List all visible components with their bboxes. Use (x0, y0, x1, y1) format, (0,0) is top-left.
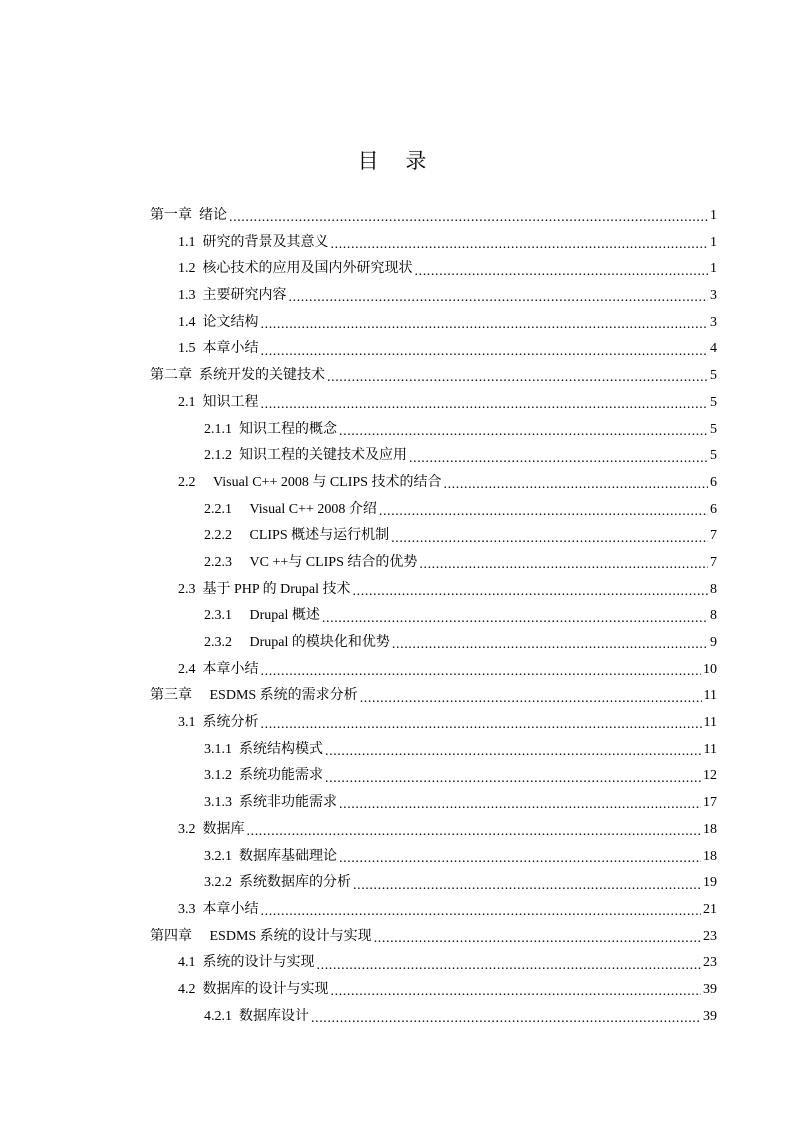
toc-entry-spacer (232, 523, 250, 550)
toc-entry[interactable] (150, 256, 717, 283)
dot-leader (353, 877, 701, 891)
toc-entry-number: 2.3.1 (204, 608, 232, 624)
toc-entry-spacer (192, 683, 210, 710)
dot-leader (419, 556, 708, 570)
dot-leader (247, 823, 702, 837)
toc-entry-page-number: 7 (710, 554, 717, 570)
dot-leader (261, 316, 709, 330)
toc-entry-spacer (192, 203, 199, 230)
toc-entry[interactable] (150, 737, 717, 764)
toc-entry[interactable] (150, 523, 717, 550)
toc-entry-number: 3.1.1 (204, 741, 232, 757)
dot-leader (261, 343, 709, 357)
toc-entry-page-number: 12 (703, 768, 717, 784)
toc-entry-spacer (232, 497, 250, 524)
toc-entry-number: 4.2.1 (204, 1008, 232, 1024)
toc-entry-spacer (196, 230, 203, 257)
toc-entry-page-number: 5 (710, 448, 717, 464)
toc-entry-spacer (196, 310, 203, 337)
toc-entry-number: 3.2.2 (204, 875, 232, 891)
toc-entry-spacer (232, 844, 239, 871)
toc-entry-spacer (196, 470, 214, 497)
toc-entry-page-number: 9 (710, 635, 717, 650)
dot-leader (325, 743, 702, 757)
toc-entry-label: 系统数据库的分析 (239, 875, 351, 891)
toc-entry-spacer (196, 283, 203, 310)
toc-entry-label: 数据库 (202, 821, 245, 837)
toc-entry-number: 3.3 (178, 901, 196, 917)
toc-entry[interactable] (150, 1004, 717, 1031)
toc-entry-spacer (232, 417, 239, 444)
toc-entry-page-number: 7 (710, 528, 717, 544)
toc-entry[interactable] (150, 844, 717, 871)
toc-entry-number: 2.1.2 (204, 448, 232, 464)
toc-entry-number: 第一章 (150, 208, 192, 223)
toc-entry-label: 系统开发的关键技术 (199, 368, 325, 384)
dot-leader (443, 476, 708, 490)
toc-entry[interactable] (150, 630, 717, 657)
toc-entry[interactable] (150, 336, 717, 363)
page-title: 目 录 (357, 149, 437, 173)
toc-entry-spacer (232, 790, 239, 817)
toc-entry-label: 本章小结 (202, 661, 259, 677)
toc-entry[interactable] (150, 497, 717, 524)
toc-entry-page-number: 8 (710, 581, 717, 597)
toc-entry-spacer (196, 390, 203, 417)
toc-entry-number: 第三章 (150, 688, 192, 704)
table-of-contents (150, 203, 717, 1030)
toc-entry[interactable] (150, 977, 717, 1004)
toc-entry[interactable] (150, 577, 717, 604)
toc-entry-number: 2.3 (178, 581, 196, 597)
toc-entry-label: 系统的设计与实现 (202, 955, 315, 971)
toc-entry-page-number: 39 (703, 1008, 717, 1024)
toc-entry-label: 论文结构 (202, 314, 259, 330)
toc-entry-label: 数据库基础理论 (239, 848, 337, 864)
toc-entry-label: 基于 PHP 的 Drupal 技术 (202, 581, 351, 597)
toc-entry-page-number: 11 (703, 715, 717, 731)
toc-entry-label: 数据库的设计与实现 (202, 981, 329, 997)
dot-leader (331, 236, 709, 250)
toc-entry-label: VC ++与 CLIPS 结合的优势 (249, 554, 418, 570)
toc-entry[interactable] (150, 870, 717, 897)
dot-leader (261, 716, 702, 730)
toc-entry-number: 3.2.1 (204, 848, 232, 864)
toc-entry-label: CLIPS 概述与运行机制 (249, 528, 390, 544)
dot-leader (322, 610, 708, 624)
toc-entry-label: 知识工程的关键技术及应用 (239, 448, 407, 464)
toc-entry-number: 3.1.2 (204, 768, 232, 784)
toc-entry-number: 1.5 (178, 341, 196, 357)
toc-entry-spacer (196, 817, 203, 844)
toc-entry-spacer (232, 630, 250, 657)
toc-entry-label: 系统分析 (202, 715, 259, 731)
toc-entry-page-number: 8 (710, 608, 717, 624)
toc-entry-page-number: 1 (710, 208, 717, 223)
toc-entry-number: 4.1 (178, 955, 196, 971)
toc-entry-label: 主要研究内容 (202, 288, 287, 304)
toc-entry-spacer (196, 897, 203, 924)
toc-entry-spacer (232, 443, 239, 470)
toc-entry-page-number: 18 (703, 821, 717, 837)
toc-entry[interactable] (150, 924, 717, 951)
toc-entry-number: 4.2 (178, 981, 196, 997)
toc-entry[interactable] (150, 817, 717, 844)
dot-leader (261, 396, 709, 410)
toc-entry-number: 1.1 (178, 234, 196, 250)
toc-entry-label: 系统非功能需求 (239, 795, 337, 811)
toc-entry-number: 第二章 (150, 368, 192, 384)
toc-entry[interactable] (150, 950, 717, 977)
toc-entry-label: 系统功能需求 (239, 768, 323, 784)
toc-entry-number: 3.2 (178, 821, 196, 837)
toc-entry-page-number: 1 (710, 261, 717, 277)
toc-entry-label: Visual C++ 2008 与 CLIPS 技术的结合 (213, 474, 442, 490)
toc-entry-number: 3.1 (178, 715, 196, 731)
toc-entry-page-number: 18 (703, 848, 717, 864)
dot-leader (391, 530, 708, 544)
toc-entry-number: 2.2.3 (204, 554, 232, 570)
toc-entry[interactable] (150, 203, 717, 230)
toc-entry-number: 3.1.3 (204, 795, 232, 811)
toc-entry-page-number: 1 (710, 234, 717, 250)
dot-leader (339, 850, 701, 864)
dot-leader (229, 209, 708, 223)
toc-entry-number: 2.1.1 (204, 421, 232, 437)
toc-entry-number: 2.2.2 (204, 528, 232, 544)
dot-leader (311, 1010, 701, 1024)
toc-entry-page-number: 6 (710, 501, 717, 517)
toc-entry-spacer (232, 1004, 239, 1031)
dot-leader (409, 450, 708, 464)
toc-entry-spacer (192, 924, 210, 951)
dot-leader (379, 503, 708, 517)
toc-entry-label: 本章小结 (202, 901, 259, 917)
toc-entry-spacer (232, 737, 239, 764)
toc-entry-number: 1.4 (178, 314, 196, 330)
dot-leader (331, 983, 702, 997)
toc-entry[interactable] (150, 710, 717, 737)
toc-entry-spacer (196, 657, 203, 684)
toc-entry-label: 核心技术的应用及国内外研究现状 (202, 261, 413, 277)
toc-entry[interactable] (150, 790, 717, 817)
toc-entry-page-number: 4 (710, 341, 717, 357)
toc-entry-label: Visual C++ 2008 介绍 (249, 501, 377, 517)
toc-entry-number: 1.2 (178, 261, 196, 277)
toc-entry-label: Drupal 的模块化和优势 (249, 635, 390, 650)
toc-entry-label: 研究的背景及其意义 (202, 234, 329, 250)
toc-entry[interactable] (150, 390, 717, 417)
dot-leader (261, 663, 702, 677)
toc-entry-spacer (196, 950, 203, 977)
toc-entry-number: 2.1 (178, 394, 196, 410)
dot-leader (325, 770, 701, 784)
toc-entry-label: Drupal 概述 (249, 608, 320, 624)
toc-entry-spacer (192, 363, 199, 390)
toc-entry-page-number: 11 (703, 688, 717, 704)
toc-entry-label: 数据库设计 (239, 1008, 309, 1024)
toc-entry-page-number: 6 (710, 474, 717, 490)
toc-entry-number: 2.3.2 (204, 635, 232, 650)
dot-leader (392, 636, 708, 650)
toc-entry-spacer (196, 710, 203, 737)
toc-entry-spacer (196, 336, 203, 363)
toc-entry[interactable] (150, 550, 717, 577)
toc-entry[interactable] (150, 230, 717, 257)
toc-entry-page-number: 5 (710, 421, 717, 437)
toc-entry-spacer (232, 603, 250, 630)
toc-entry-page-number: 23 (703, 955, 717, 971)
toc-entry-label: 知识工程的概念 (239, 421, 337, 437)
toc-entry-page-number: 10 (703, 661, 717, 677)
toc-entry-page-number: 3 (710, 314, 717, 330)
toc-entry-number: 2.2 (178, 474, 196, 490)
toc-entry-spacer (196, 977, 203, 1004)
toc-entry[interactable] (150, 603, 717, 630)
toc-entry[interactable] (150, 363, 717, 390)
toc-entry-page-number: 19 (703, 875, 717, 891)
toc-entry[interactable] (150, 443, 717, 470)
toc-entry[interactable] (150, 897, 717, 924)
toc-entry-page-number: 5 (710, 394, 717, 410)
toc-entry-page-number: 3 (710, 288, 717, 304)
dot-leader (374, 930, 701, 944)
toc-entry-page-number: 11 (703, 741, 717, 757)
toc-entry-label: ESDMS 系统的设计与实现 (209, 928, 372, 944)
toc-entry-spacer (196, 577, 203, 604)
toc-entry[interactable] (150, 683, 717, 710)
toc-entry[interactable] (150, 310, 717, 337)
toc-entry-spacer (232, 870, 239, 897)
toc-entry-page-number: 17 (703, 795, 717, 811)
dot-leader (261, 903, 702, 917)
toc-entry-spacer (196, 256, 203, 283)
toc-entry-label: 系统结构模式 (239, 741, 323, 757)
toc-entry-label: 知识工程 (202, 394, 259, 410)
toc-entry-label: 本章小结 (202, 341, 259, 357)
toc-entry-number: 1.3 (178, 288, 196, 304)
toc-entry-number: 2.2.1 (204, 501, 232, 517)
toc-entry-page-number: 21 (703, 901, 717, 917)
dot-leader (327, 369, 708, 383)
toc-entry-label: 绪论 (199, 208, 227, 223)
dot-leader (317, 957, 702, 971)
dot-leader (339, 796, 701, 810)
toc-entry-spacer (232, 550, 250, 577)
toc-entry-spacer (232, 763, 239, 790)
dot-leader (353, 583, 708, 597)
dot-leader (415, 263, 709, 277)
toc-entry-page-number: 39 (703, 981, 717, 997)
dot-leader (289, 289, 709, 303)
toc-entry-number: 第四章 (150, 928, 192, 944)
toc-entry-number: 2.4 (178, 661, 196, 677)
toc-entry[interactable] (150, 763, 717, 790)
dot-leader (339, 423, 708, 437)
toc-entry-page-number: 23 (703, 928, 717, 944)
toc-entry[interactable] (150, 283, 717, 310)
toc-entry[interactable] (150, 417, 717, 444)
toc-entry[interactable] (150, 657, 717, 684)
toc-entry-page-number: 5 (710, 368, 717, 384)
toc-entry-label: ESDMS 系统的需求分析 (209, 688, 358, 704)
dot-leader (360, 690, 702, 704)
toc-entry[interactable] (150, 470, 717, 497)
